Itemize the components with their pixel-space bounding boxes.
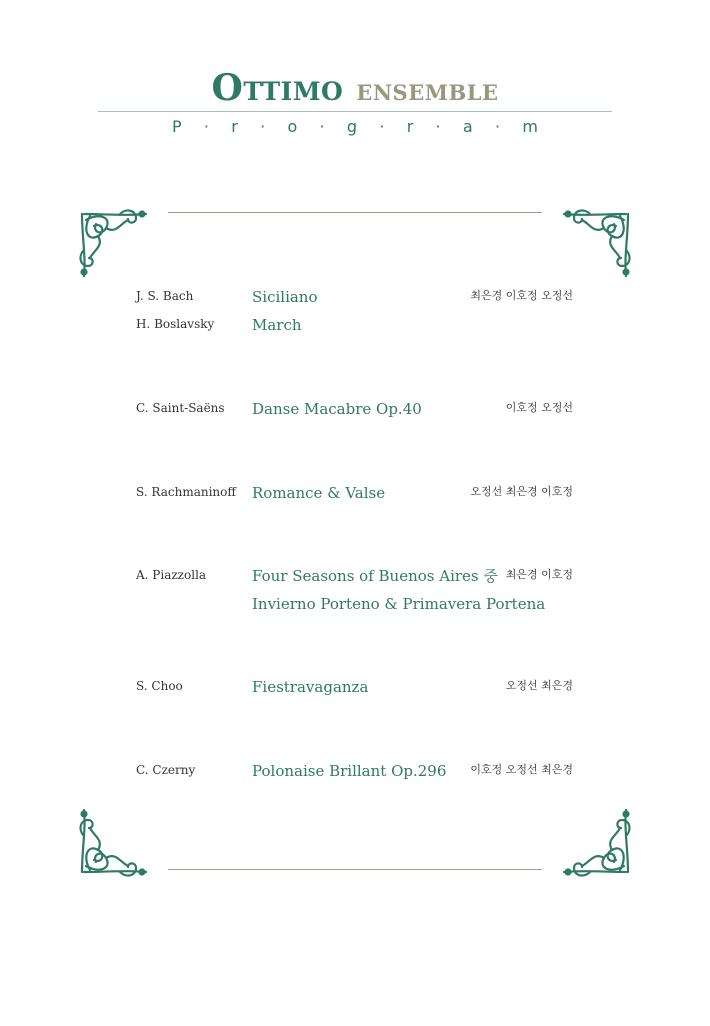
subtitle-letter: g xyxy=(346,117,358,136)
piece-subtitle: Invierno Porteno & Primavera Portena xyxy=(252,595,546,613)
composer: J. S. Bach xyxy=(136,289,194,303)
subtitle-letter: · xyxy=(494,117,501,136)
piece-title: March xyxy=(252,316,302,334)
subtitle-letter: · xyxy=(319,117,325,136)
subtitle-letter: · xyxy=(203,117,210,136)
performers: 오정선 최은경 xyxy=(505,679,573,692)
subtitle-letter: o xyxy=(287,117,298,136)
composer: C. Saint-Saëns xyxy=(136,401,225,415)
title-ottimo: Ottimo xyxy=(211,67,344,109)
performers: 이호정 오정선 최은경 xyxy=(470,763,573,776)
subtitle-letter: · xyxy=(379,117,385,136)
piece-title: Romance & Valse xyxy=(252,484,386,502)
subtitle-letter: r xyxy=(406,117,414,136)
piece-title: Four Seasons of Buenos Aires 중 xyxy=(252,567,498,585)
flourish-icon xyxy=(558,206,634,282)
subtitle-letter: P xyxy=(172,117,182,136)
top-divider xyxy=(168,212,542,213)
title-underline xyxy=(98,111,612,112)
subtitle-letter: · xyxy=(260,117,266,136)
flourish-icon xyxy=(76,804,152,880)
composer: S. Choo xyxy=(136,679,183,693)
title-ensemble: ensemble xyxy=(356,73,499,108)
flourish-icon xyxy=(558,804,634,880)
performers: 오정선 최은경 이호정 xyxy=(470,485,573,498)
performers: 이호정 오정선 xyxy=(505,401,573,414)
performers: 최은경 이호정 오정선 xyxy=(470,289,573,302)
composer: S. Rachmaninoff xyxy=(136,485,236,499)
performers: 최은경 이호정 xyxy=(505,568,573,581)
subtitle-letter: a xyxy=(462,117,473,136)
subtitle-letter: · xyxy=(435,117,441,136)
subtitle-letter: r xyxy=(231,117,238,136)
piece-title: Polonaise Brillant Op.296 xyxy=(252,762,447,780)
page-title xyxy=(0,66,710,113)
piece-title: Fiestravaganza xyxy=(252,678,369,696)
program-subtitle xyxy=(172,116,538,138)
flourish-icon xyxy=(76,206,152,282)
subtitle-letter: m xyxy=(522,117,538,136)
piece-title: Danse Macabre Op.40 xyxy=(252,400,422,418)
bottom-divider xyxy=(168,869,542,870)
composer: C. Czerny xyxy=(136,763,196,777)
composer: H. Boslavsky xyxy=(136,317,215,331)
composer: A. Piazzolla xyxy=(136,568,207,582)
piece-title: Siciliano xyxy=(252,288,318,306)
